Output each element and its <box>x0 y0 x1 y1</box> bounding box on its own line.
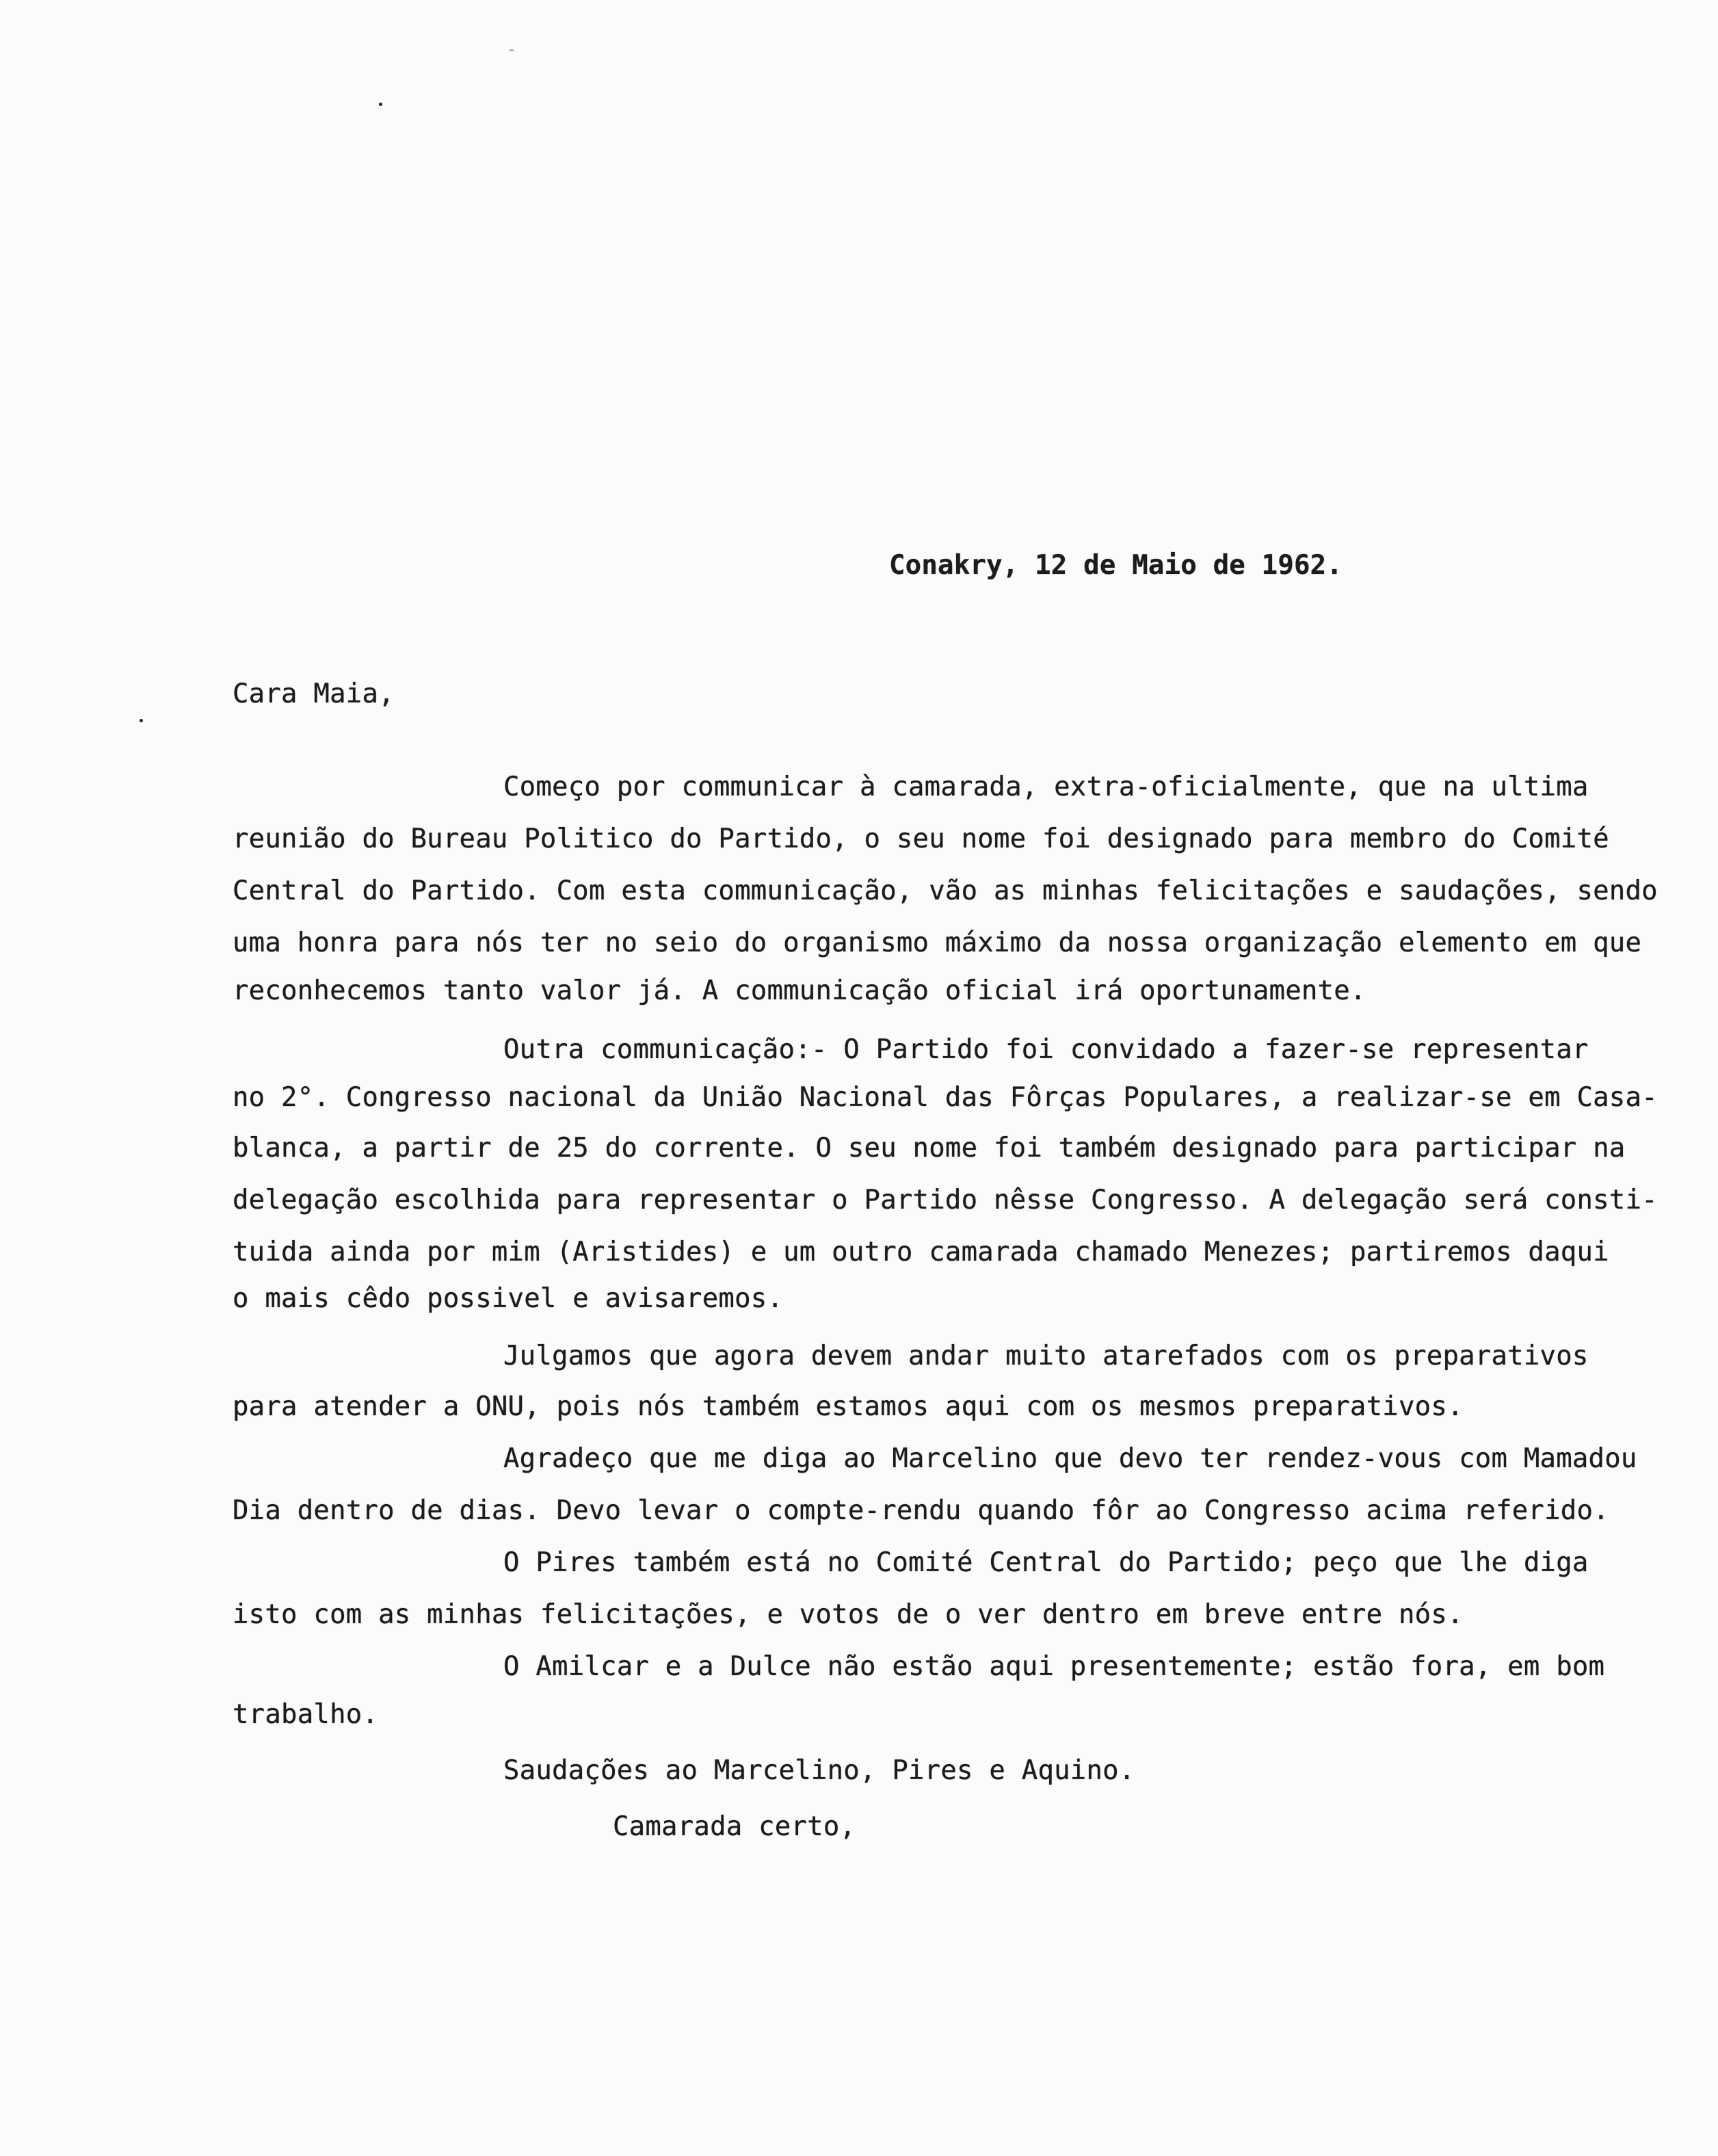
body-line: isto com as minhas felicitações, e votos de o ver dentro em breve entre nós. <box>233 1599 1464 1630</box>
body-line: Agradeço que me diga ao Marcelino que devo ter rendez-vous com Mamadou <box>503 1443 1637 1474</box>
body-line: reunião do Bureau Politico do Partido, o seu nome foi designado para membro do Comité <box>233 824 1609 854</box>
body-line: reconhecemos tanto valor já. A communicação oficial irá oportunamente. <box>233 975 1366 1006</box>
body-line: blanca, a partir de 25 do corrente. O seu nome foi também designado para participar na <box>233 1133 1626 1164</box>
body-line: O Amilcar e a Dulce não estão aqui presentemente; estão fora, em bom <box>503 1651 1605 1682</box>
scan-speck <box>379 103 382 106</box>
body-line: no 2°. Congresso nacional da União Nacional das Fôrças Populares, a realizar-se em Casa- <box>233 1082 1658 1113</box>
body-line: uma honra para nós ter no seio do organismo máximo da nossa organização elemento em que <box>233 928 1642 958</box>
body-line: tuida ainda por mim (Aristides) e um outro camarada chamado Menezes; partiremos daqui <box>233 1237 1609 1267</box>
closing: Camarada certo, <box>613 1811 856 1842</box>
body-line: Julgamos que agora devem andar muito atarefados com os preparativos <box>503 1341 1589 1371</box>
body-line: para atender a ONU, pois nós também estamos aqui com os mesmos preparativos. <box>233 1391 1464 1422</box>
scan-speck <box>509 49 514 51</box>
dateline: Conakry, 12 de Maio de 1962. <box>889 550 1343 581</box>
greetings-line: Saudações ao Marcelino, Pires e Aquino. <box>503 1755 1135 1786</box>
body-line: trabalho. <box>233 1699 379 1730</box>
body-line: O Pires também está no Comité Central do Partido; peço que lhe diga <box>503 1547 1589 1578</box>
body-line: Central do Partido. Com esta communicação, vão as minhas felicitações e saudações, sendo <box>233 876 1658 906</box>
body-line: o mais cêdo possivel e avisaremos. <box>233 1283 784 1314</box>
scan-speck <box>140 719 143 722</box>
salutation: Cara Maia, <box>233 679 395 709</box>
body-line: Outra communicação:- O Partido foi convidado a fazer-se representar <box>503 1034 1589 1065</box>
body-line: delegação escolhida para representar o Partido nêsse Congresso. A delegação será consti- <box>233 1185 1658 1215</box>
body-line: Começo por communicar à camarada, extra-oficialmente, que na ultima <box>503 772 1589 802</box>
body-line: Dia dentro de dias. Devo levar o compte-rendu quando fôr ao Congresso acima referido. <box>233 1495 1609 1526</box>
